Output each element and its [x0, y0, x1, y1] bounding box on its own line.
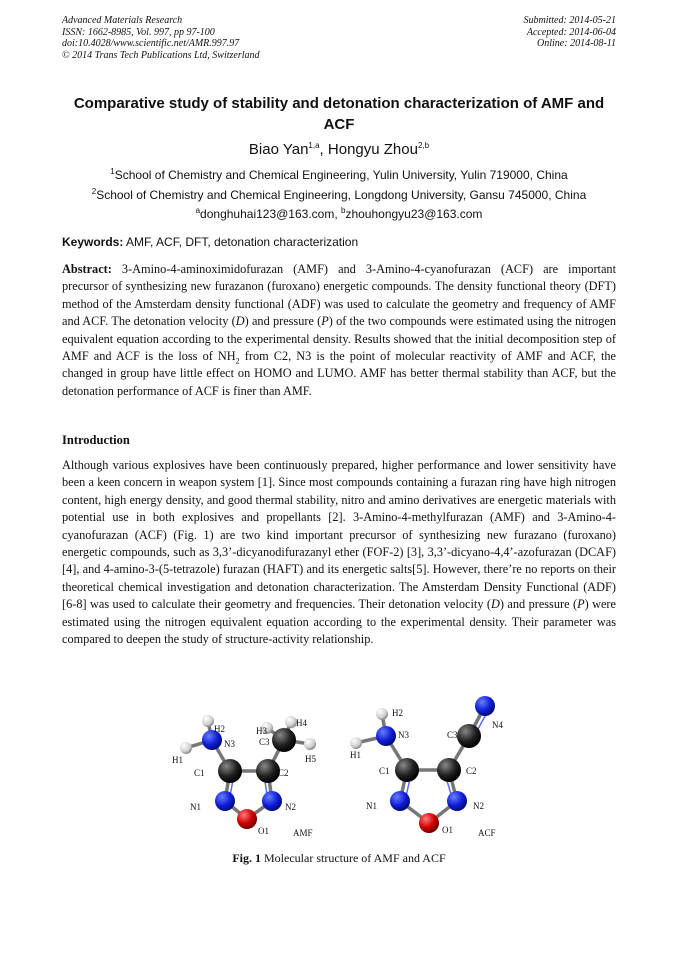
figure-caption: [62, 851, 616, 866]
affiliation-1: [62, 168, 616, 182]
paper-title: Comparative study of stability and detonation characterization of AMF and ACF: [73, 95, 605, 133]
amf-atom-c2: [256, 759, 280, 783]
doi: doi:10.4028/www.scientific.net/AMR.997.97: [62, 38, 240, 49]
amf-label-n3: N3: [224, 739, 235, 749]
amf-label-h2: H2: [214, 724, 225, 734]
amf-label-n1: N1: [190, 802, 201, 812]
amf-atom-h5: [304, 738, 316, 750]
dates-header: [524, 15, 617, 50]
molecular-structure-figure: [160, 688, 520, 848]
author-2-sup: 2,b: [417, 141, 430, 150]
amf-label-h3: H3: [256, 726, 267, 736]
submitted-date: Submitted: 2014-05-21: [523, 15, 616, 26]
intro-d: D: [491, 597, 500, 612]
acf-label-c3: C3: [447, 730, 458, 740]
amf-atom-n2: [262, 791, 282, 811]
amf-molecule: [172, 715, 316, 838]
abstract-sub: 2: [235, 356, 240, 366]
author-1-sup: 1,a: [308, 141, 320, 150]
acf-atom-c2: [437, 758, 461, 782]
amf-label-c2: C2: [278, 768, 289, 778]
issn: ISSN: 1662-8985, Vol. 997, pp 97-100: [62, 26, 215, 38]
amf-name: AMF: [293, 828, 313, 838]
amf-label-h5: H5: [305, 754, 316, 764]
acf-atom-n4: [475, 696, 495, 716]
figure-caption-label: Fig. 1: [232, 851, 261, 865]
author-separator: ,: [319, 141, 328, 158]
abstract-text-4: from C2, N3 is the point of molecular reactivity of AMF and ACF, the changed in group have little effect on HOMO and LUMO. AMF has better thermal stability than ACF, but the detonation performance of ACF is finer than AMF.: [62, 349, 616, 398]
affiliation-2: [62, 188, 616, 202]
journal-name: Advanced Materials Research: [62, 15, 183, 26]
amf-label-h4: H4: [296, 718, 307, 728]
acf-molecule: [350, 696, 503, 838]
authors: [62, 141, 616, 158]
amf-atom-n1: [215, 791, 235, 811]
amf-atom-c3: [272, 728, 296, 752]
acf-label-o1: O1: [442, 825, 453, 835]
abstract-label: Abstract:: [62, 262, 112, 276]
acf-label-h1: H1: [350, 750, 361, 760]
acf-atom-c3: [457, 724, 481, 748]
acf-label-n4: N4: [492, 720, 503, 730]
abstract-p: P: [321, 314, 329, 329]
acf-atom-n1: [390, 791, 410, 811]
introduction-paragraph: [62, 457, 616, 648]
amf-label-n2: N2: [285, 802, 296, 812]
acf-label-c1: C1: [379, 766, 390, 776]
amf-label-c1: C1: [194, 768, 205, 778]
intro-p: P: [577, 597, 585, 612]
accepted-date: Accepted: 2014-06-04: [526, 26, 616, 38]
copyright: © 2014 Trans Tech Publications Ltd, Switzerland: [62, 49, 260, 61]
intro-text-1: Although various explosives have been continuously prepared, higher performance and lower sensitivity have been a keen concern in weapon system [1]. Since most compounds containing a furazan ring have high nitrogen content, high energy density, and good thermal stability, nitro and amino derivatives are energetic materials with potential use in both explosives and propellants [2]. 3-Amino-4-methylfurazan (AMF) and 3-Amino-4-cyanofurazan (ACF) (Fig. 1) are two kind important precursor of synthesizing new furazano (furoxano) energetic compounds, such as 3,3’-dicyanodifurazanyl ether (FOF-2) [3], 3,3’-dicyano-4,4’-azofurazan (DCAF) [4], and 4-amino-3-(5-tetrazole) furazan (HAFT) and its energetic salts[5]. However, there’re no reports on their theoretical chemical investigation and detonation characterization. The Amsterdam Density Functional (ADF) [6-8] was used to calculate their geometry and frequencies. Their detonation velocity (: [62, 458, 616, 612]
amf-atom-c1: [218, 759, 242, 783]
acf-label-n1: N1: [366, 801, 377, 811]
acf-atom-h2: [376, 708, 388, 720]
email-a-sup: a: [195, 206, 201, 215]
intro-text-2: ) and pressure (: [499, 597, 578, 612]
email-a: donghuhai123@163.com,: [200, 207, 341, 221]
amf-label-h1: H1: [172, 755, 183, 765]
acf-label-h2: H2: [392, 708, 403, 718]
amf-atom-o1: [237, 809, 257, 829]
abstract-text-3: ) of the two compounds were estimated using the nitrogen equivalent equation according to the experimental density. Results showed that the initial decomposition step of AMF and ACF is the loss of NH: [62, 314, 616, 364]
emails: [62, 207, 616, 221]
acf-label-n2: N2: [473, 801, 484, 811]
intro-text-3: ) were estimated using the nitrogen equivalent equation according to the experimental density. Their parameter was compared to deepen the study of structure-activity relationship.: [62, 597, 616, 647]
email-b: zhouhongyu23@163.com: [345, 207, 483, 221]
keywords-label: Keywords:: [62, 235, 124, 249]
abstract-d: D: [235, 314, 245, 329]
affiliation-1-text: School of Chemistry and Chemical Engineering, Yulin University, Yulin 719000, China: [114, 168, 568, 182]
abstract-text-1: 3-Amino-4-aminoximidofurazan (AMF) and 3-Amino-4-cyanofurazan (ACF) are important precursor of synthesizing new furazanon (furoxano) energetic compounds. The density functional theory (DFT) method of the Amsterdam density functional (ADF) was used to calculate the geometry and frequency of AMF and ACF. The detonation velocity (: [62, 262, 616, 329]
acf-label-c2: C2: [466, 766, 477, 776]
journal-header: [62, 15, 260, 61]
keywords-text: AMF, ACF, DFT, detonation characterization: [123, 235, 359, 249]
amf-atom-h1: [180, 742, 192, 754]
affiliation-2-text: School of Chemistry and Chemical Engineering, Longdong University, Gansu 745000, China: [96, 188, 587, 202]
keywords: [62, 235, 616, 249]
amf-label-o1: O1: [258, 826, 269, 836]
online-date: Online: 2014-08-11: [537, 38, 616, 49]
acf-atom-h1: [350, 737, 362, 749]
acf-atom-o1: [419, 813, 439, 833]
acf-atom-n3: [376, 726, 396, 746]
author-1: Biao Yan: [248, 141, 309, 158]
author-2: Hongyu Zhou: [327, 141, 418, 158]
abstract: [62, 261, 616, 400]
acf-atom-n2: [447, 791, 467, 811]
acf-atom-c1: [395, 758, 419, 782]
acf-label-n3: N3: [398, 730, 409, 740]
amf-label-c3: C3: [259, 737, 270, 747]
email-b-sup: b: [341, 206, 346, 215]
affiliation-1-sup: 1: [110, 167, 115, 176]
amf-atom-h2: [202, 715, 214, 727]
affiliation-2-sup: 2: [91, 187, 97, 196]
figure-caption-text: Molecular structure of AMF and ACF: [261, 851, 446, 865]
introduction-heading: Introduction: [62, 433, 130, 447]
acf-name: ACF: [478, 828, 496, 838]
abstract-text-2: ) and pressure (: [244, 314, 322, 329]
